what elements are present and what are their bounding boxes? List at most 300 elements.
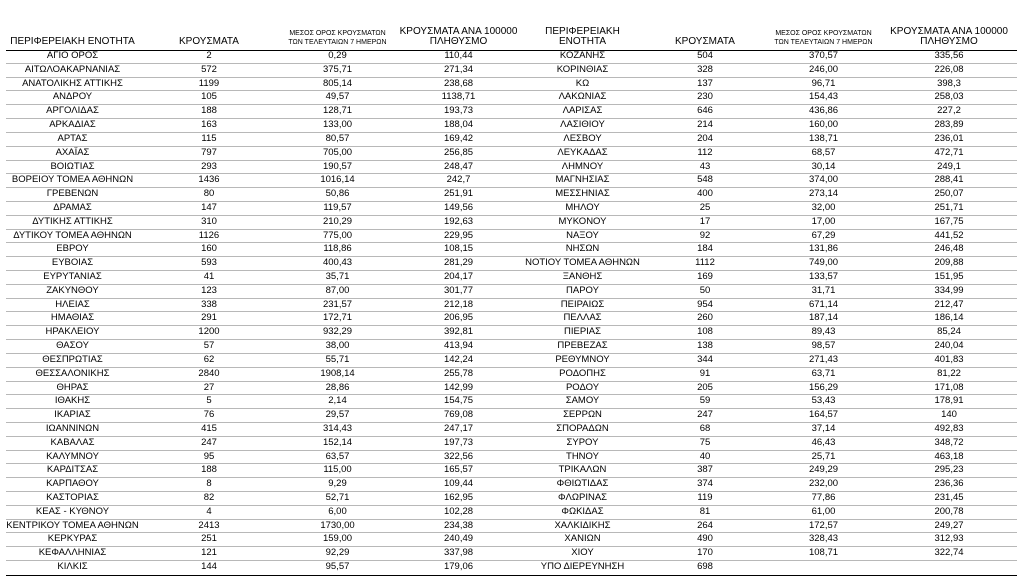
cell-per100k-left: 242,7 bbox=[396, 174, 521, 188]
cell-per100k-left: 169,42 bbox=[396, 132, 521, 146]
cell-cases-left: 95 bbox=[139, 450, 279, 464]
cell-per100k-left: 149,56 bbox=[396, 201, 521, 215]
cell-region-right: ΛΑΚΩΝΙΑΣ bbox=[521, 91, 644, 105]
cell-avg7-left: 172,71 bbox=[279, 312, 396, 326]
regional-cases-table bbox=[6, 27, 1017, 574]
table-row bbox=[6, 91, 1017, 105]
cell-avg7-left: 95,57 bbox=[325, 561, 350, 573]
cell-per100k-right: 186,14 bbox=[881, 312, 1017, 326]
cases-table-container bbox=[6, 27, 1017, 574]
cell-region-right: ΠΙΕΡΙΑΣ bbox=[521, 326, 644, 340]
cell-avg7-right: 67,29 bbox=[766, 229, 881, 243]
cell-region-left: ΕΒΡΟΥ bbox=[6, 243, 139, 257]
cell-region-left: ΘΕΣΠΡΩΤΙΑΣ bbox=[6, 353, 139, 367]
cell-cases-left: 144 bbox=[201, 561, 217, 573]
cell-cases-right: 40 bbox=[644, 450, 766, 464]
cell-avg7-left: 115,00 bbox=[279, 464, 396, 478]
cell-region-right: ΚΟΖΑΝΗΣ bbox=[521, 50, 644, 63]
cell-avg7-right: 160,00 bbox=[766, 119, 881, 133]
cell-avg7-left: 2,14 bbox=[279, 395, 396, 409]
header-region-left: ΠΕΡΙΦΕΡΕΙΑΚΗ ΕΝΟΤΗΤΑ bbox=[10, 36, 135, 47]
cell-cases-left: 62 bbox=[139, 353, 279, 367]
cell-cases-right: 184 bbox=[644, 243, 766, 257]
cell-avg7-left: 38,00 bbox=[279, 340, 396, 354]
cell-region-right: ΚΩ bbox=[521, 77, 644, 91]
table-row bbox=[6, 464, 1017, 478]
cell-region-left: ΒΟΡΕΙΟΥ ΤΟΜΕΑ ΑΘΗΝΩΝ bbox=[6, 174, 139, 188]
cell-avg7-left: 231,57 bbox=[279, 298, 396, 312]
cell-per100k-right: 322,74 bbox=[881, 547, 1017, 561]
cell-avg7-left: 133,00 bbox=[279, 119, 396, 133]
cell-avg7-right: 374,00 bbox=[766, 174, 881, 188]
header-rule bbox=[6, 50, 1017, 51]
cell-region-right: ΣΑΜΟΥ bbox=[521, 395, 644, 409]
cell-per100k-right: 231,45 bbox=[881, 492, 1017, 506]
table-row bbox=[6, 243, 1017, 257]
cell-cases-left: 338 bbox=[139, 298, 279, 312]
table-row bbox=[6, 409, 1017, 423]
table-row bbox=[6, 160, 1017, 174]
table-row bbox=[6, 229, 1017, 243]
cell-region-right: ΛΑΣΙΘΙΟΥ bbox=[521, 119, 644, 133]
cell-per100k-right: 249,27 bbox=[881, 519, 1017, 533]
cell-per100k-left: 247,17 bbox=[396, 422, 521, 436]
cell-avg7-right: 249,29 bbox=[766, 464, 881, 478]
cell-avg7-left: 6,00 bbox=[279, 505, 396, 519]
cell-avg7-right: 63,71 bbox=[766, 367, 881, 381]
cell-cases-right: 205 bbox=[644, 381, 766, 395]
cell-region-left: ΑΧΑΪΑΣ bbox=[6, 146, 139, 160]
cell-cases-left: 147 bbox=[139, 201, 279, 215]
cell-per100k-right: 236,01 bbox=[881, 132, 1017, 146]
cell-cases-right: 92 bbox=[644, 229, 766, 243]
cell-cases-right: 230 bbox=[644, 91, 766, 105]
cell-region-left: ΒΟΙΩΤΙΑΣ bbox=[6, 160, 139, 174]
cell-region-left: ΔΥΤΙΚΗΣ ΑΤΤΙΚΗΣ bbox=[6, 215, 139, 229]
cell-per100k-right: 151,95 bbox=[881, 271, 1017, 285]
cell-avg7-left: 314,43 bbox=[279, 422, 396, 436]
cell-cases-left: 115 bbox=[139, 132, 279, 146]
cell-per100k-left: 301,77 bbox=[396, 284, 521, 298]
cell-region-right: ΡΟΔΟΥ bbox=[521, 381, 644, 395]
cell-cases-right: 91 bbox=[644, 367, 766, 381]
cell-avg7-right: 138,71 bbox=[766, 132, 881, 146]
cell-avg7-right: 370,57 bbox=[766, 50, 881, 63]
cell-per100k-left: 110,44 bbox=[396, 50, 521, 63]
cell-region-left: ΘΗΡΑΣ bbox=[6, 381, 139, 395]
cell-region-left: ΚΑΛΥΜΝΟΥ bbox=[6, 450, 139, 464]
table-row bbox=[6, 561, 1017, 574]
cell-per100k-left: 1138,71 bbox=[396, 91, 521, 105]
cell-per100k-left: 322,56 bbox=[396, 450, 521, 464]
cell-avg7-left: 35,71 bbox=[279, 271, 396, 285]
cell-cases-right: 169 bbox=[644, 271, 766, 285]
cell-region-right: ΠΡΕΒΕΖΑΣ bbox=[521, 340, 644, 354]
table-row bbox=[6, 505, 1017, 519]
cell-avg7-right: 749,00 bbox=[766, 257, 881, 271]
cell-per100k-right: 258,03 bbox=[881, 91, 1017, 105]
cell-avg7-left: 805,14 bbox=[279, 77, 396, 91]
cell-cases-right: 374 bbox=[644, 478, 766, 492]
header-avg7-left: ΜΕΣΟΣ ΟΡΟΣ ΚΡΟΥΣΜΑΤΩΝ ΤΩΝ ΤΕΛΕΥΤΑΙΩΝ 7 ΗΜΕΡΩΝ bbox=[288, 30, 387, 46]
cell-avg7-right: 46,43 bbox=[766, 436, 881, 450]
cell-region-right: ΛΕΣΒΟΥ bbox=[521, 132, 644, 146]
cell-cases-right: 81 bbox=[644, 505, 766, 519]
table-row bbox=[6, 395, 1017, 409]
cell-per100k-left: 108,15 bbox=[396, 243, 521, 257]
cell-cases-right: 170 bbox=[644, 547, 766, 561]
cell-region-right: ΧΙΟΥ bbox=[521, 547, 644, 561]
table-row bbox=[6, 450, 1017, 464]
cell-avg7-left: 210,29 bbox=[279, 215, 396, 229]
table-row bbox=[6, 519, 1017, 533]
header-per100k-right: ΚΡΟΥΣΜΑΤΑ ΑΝΑ 100000 ΠΛΗΘΥΣΜΟ bbox=[890, 26, 1008, 47]
table-row bbox=[6, 174, 1017, 188]
cell-cases-right: 59 bbox=[644, 395, 766, 409]
cell-per100k-right: 171,08 bbox=[881, 381, 1017, 395]
cell-cases-right: 344 bbox=[644, 353, 766, 367]
cell-cases-left: 121 bbox=[139, 547, 279, 561]
cell-avg7-right: 32,00 bbox=[766, 201, 881, 215]
table-row bbox=[6, 50, 1017, 63]
cell-avg7-left: 128,71 bbox=[279, 105, 396, 119]
cell-region-right: ΝΑΞΟΥ bbox=[521, 229, 644, 243]
cell-avg7-right: 436,86 bbox=[766, 105, 881, 119]
cell-per100k-right: 167,75 bbox=[881, 215, 1017, 229]
cell-per100k-left: 197,73 bbox=[396, 436, 521, 450]
cell-avg7-right: 156,29 bbox=[766, 381, 881, 395]
cell-per100k-right: 441,52 bbox=[881, 229, 1017, 243]
cell-avg7-left: 28,86 bbox=[279, 381, 396, 395]
cell-region-right: ΝΗΣΩΝ bbox=[521, 243, 644, 257]
cell-per100k-left: 212,18 bbox=[396, 298, 521, 312]
cell-avg7-right: 61,00 bbox=[766, 505, 881, 519]
cell-region-right: ΡΕΘΥΜΝΟΥ bbox=[521, 353, 644, 367]
table-row bbox=[6, 353, 1017, 367]
cell-avg7-left: 119,57 bbox=[279, 201, 396, 215]
cell-avg7-right: 98,57 bbox=[766, 340, 881, 354]
cell-per100k-left: 109,44 bbox=[396, 478, 521, 492]
cell-avg7-right: 68,57 bbox=[766, 146, 881, 160]
cell-region-right: ΝΟΤΙΟΥ ΤΟΜΕΑ ΑΘΗΝΩΝ bbox=[521, 257, 644, 271]
table-row bbox=[6, 422, 1017, 436]
cell-region-right: ΚΟΡΙΝΘΙΑΣ bbox=[521, 63, 644, 77]
cell-per100k-left: 769,08 bbox=[396, 409, 521, 423]
cell-avg7-right bbox=[766, 561, 881, 574]
cell-region-right: ΤΡΙΚΑΛΩΝ bbox=[521, 464, 644, 478]
cell-per100k-left: 192,63 bbox=[396, 215, 521, 229]
table-row bbox=[6, 201, 1017, 215]
cell-cases-left: 2840 bbox=[139, 367, 279, 381]
cell-cases-right: 504 bbox=[644, 50, 766, 63]
table-row bbox=[6, 284, 1017, 298]
table-row bbox=[6, 340, 1017, 354]
cell-per100k-right: 401,83 bbox=[881, 353, 1017, 367]
cell-region-right: ΧΑΝΙΩΝ bbox=[521, 533, 644, 547]
cell-avg7-left: 52,71 bbox=[279, 492, 396, 506]
table-row bbox=[6, 119, 1017, 133]
cell-per100k-right: 226,08 bbox=[881, 63, 1017, 77]
cell-per100k-left: 251,91 bbox=[396, 188, 521, 202]
cell-region-left: ΚΕΦΑΛΛΗΝΙΑΣ bbox=[6, 547, 139, 561]
cell-per100k-left: 229,95 bbox=[396, 229, 521, 243]
cell-region-right: ΥΠΟ ΔΙΕΡΕΥΝΗΣΗ bbox=[540, 561, 625, 573]
cell-cases-left: 1199 bbox=[139, 77, 279, 91]
cell-avg7-left: 87,00 bbox=[279, 284, 396, 298]
cell-per100k-left: 179,06 bbox=[443, 561, 474, 573]
cell-region-right: ΦΛΩΡΙΝΑΣ bbox=[521, 492, 644, 506]
table-row bbox=[6, 77, 1017, 91]
cell-per100k-right: 335,56 bbox=[881, 50, 1017, 63]
cell-region-right: ΠΕΛΛΑΣ bbox=[521, 312, 644, 326]
cell-region-left: ΙΩΑΝΝΙΝΩΝ bbox=[6, 422, 139, 436]
cell-per100k-left: 193,73 bbox=[396, 105, 521, 119]
cell-cases-right: 698 bbox=[697, 561, 713, 573]
cell-cases-right: 646 bbox=[644, 105, 766, 119]
cell-cases-right: 548 bbox=[644, 174, 766, 188]
cell-region-left: ΚΕΡΚΥΡΑΣ bbox=[6, 533, 139, 547]
cell-per100k-left: 392,81 bbox=[396, 326, 521, 340]
cell-avg7-left: 932,29 bbox=[279, 326, 396, 340]
cell-avg7-right: 30,14 bbox=[766, 160, 881, 174]
cell-per100k-right: 249,1 bbox=[881, 160, 1017, 174]
cell-per100k-left: 154,75 bbox=[396, 395, 521, 409]
cell-cases-left: 572 bbox=[139, 63, 279, 77]
cell-per100k-left: 248,47 bbox=[396, 160, 521, 174]
cell-region-left: ΑΡΚΑΔΙΑΣ bbox=[6, 119, 139, 133]
cell-avg7-right: 232,00 bbox=[766, 478, 881, 492]
cell-cases-left: 2413 bbox=[139, 519, 279, 533]
cell-region-right: ΠΕΙΡΑΙΩΣ bbox=[521, 298, 644, 312]
cell-avg7-right: 77,86 bbox=[766, 492, 881, 506]
cell-cases-left: 1200 bbox=[139, 326, 279, 340]
cell-cases-left: 797 bbox=[139, 146, 279, 160]
cell-region-left: ΚΕΝΤΡΙΚΟΥ ΤΟΜΕΑ ΑΘΗΝΩΝ bbox=[6, 519, 139, 533]
cell-avg7-left: 705,00 bbox=[279, 146, 396, 160]
cell-region-right: ΛΑΡΙΣΑΣ bbox=[521, 105, 644, 119]
cell-region-left: ΙΘΑΚΗΣ bbox=[6, 395, 139, 409]
table-row bbox=[6, 367, 1017, 381]
cell-cases-left: 293 bbox=[139, 160, 279, 174]
cell-per100k-right: 250,07 bbox=[881, 188, 1017, 202]
cell-avg7-left: 80,57 bbox=[279, 132, 396, 146]
cell-per100k-right: 283,89 bbox=[881, 119, 1017, 133]
cell-cases-left: 415 bbox=[139, 422, 279, 436]
table-row bbox=[6, 298, 1017, 312]
cell-cases-right: 137 bbox=[644, 77, 766, 91]
cell-avg7-right: 187,14 bbox=[766, 312, 881, 326]
table-row bbox=[6, 105, 1017, 119]
cell-avg7-left: 0,29 bbox=[279, 50, 396, 63]
cell-avg7-left: 29,57 bbox=[279, 409, 396, 423]
cell-cases-left: 247 bbox=[139, 436, 279, 450]
cell-cases-left: 310 bbox=[139, 215, 279, 229]
cell-avg7-right: 246,00 bbox=[766, 63, 881, 77]
cell-region-left: ΔΥΤΙΚΟΥ ΤΟΜΕΑ ΑΘΗΝΩΝ bbox=[6, 229, 139, 243]
cell-region-left: ΕΥΒΟΙΑΣ bbox=[6, 257, 139, 271]
table-row bbox=[6, 381, 1017, 395]
cell-region-right: ΜΗΛΟΥ bbox=[521, 201, 644, 215]
table-row bbox=[6, 436, 1017, 450]
cell-region-left: ΗΡΑΚΛΕΙΟΥ bbox=[6, 326, 139, 340]
table-row bbox=[6, 478, 1017, 492]
cell-per100k-right: 463,18 bbox=[881, 450, 1017, 464]
cell-region-left: ΚΕΑΣ - ΚΥΘΝΟΥ bbox=[6, 505, 139, 519]
cell-avg7-left: 775,00 bbox=[279, 229, 396, 243]
cell-per100k-left: 204,17 bbox=[396, 271, 521, 285]
cell-cases-left: 76 bbox=[139, 409, 279, 423]
cell-region-right: ΜΕΣΣΗΝΙΑΣ bbox=[521, 188, 644, 202]
cell-avg7-left: 92,29 bbox=[279, 547, 396, 561]
cell-region-left: ΘΑΣΟΥ bbox=[6, 340, 139, 354]
cell-per100k-left: 337,98 bbox=[396, 547, 521, 561]
cell-cases-right: 260 bbox=[644, 312, 766, 326]
cell-region-right: ΣΠΟΡΑΔΩΝ bbox=[521, 422, 644, 436]
cell-cases-right: 68 bbox=[644, 422, 766, 436]
cell-cases-left: 5 bbox=[139, 395, 279, 409]
cell-avg7-left: 1908,14 bbox=[279, 367, 396, 381]
cell-region-left: ΑΝΑΤΟΛΙΚΗΣ ΑΤΤΙΚΗΣ bbox=[6, 77, 139, 91]
table-row bbox=[6, 271, 1017, 285]
cell-per100k-right: 246,48 bbox=[881, 243, 1017, 257]
cell-avg7-left: 1730,00 bbox=[279, 519, 396, 533]
table-row bbox=[6, 146, 1017, 160]
cell-avg7-right: 133,57 bbox=[766, 271, 881, 285]
table-row bbox=[6, 188, 1017, 202]
cell-per100k-left: 234,38 bbox=[396, 519, 521, 533]
cell-avg7-left: 400,43 bbox=[279, 257, 396, 271]
cell-region-right: ΡΟΔΟΠΗΣ bbox=[521, 367, 644, 381]
cell-cases-left: 123 bbox=[139, 284, 279, 298]
cell-per100k-right: 212,47 bbox=[881, 298, 1017, 312]
cell-cases-right: 204 bbox=[644, 132, 766, 146]
cell-region-left: ΗΜΑΘΙΑΣ bbox=[6, 312, 139, 326]
cell-per100k-left: 281,29 bbox=[396, 257, 521, 271]
cell-region-right: ΦΘΙΩΤΙΔΑΣ bbox=[521, 478, 644, 492]
cell-cases-right: 17 bbox=[644, 215, 766, 229]
table-row bbox=[6, 63, 1017, 77]
cell-avg7-right: 131,86 bbox=[766, 243, 881, 257]
cell-cases-left: 251 bbox=[139, 533, 279, 547]
cell-region-right: ΣΕΡΡΩΝ bbox=[521, 409, 644, 423]
cell-cases-left: 41 bbox=[139, 271, 279, 285]
cell-region-left: ΔΡΑΜΑΣ bbox=[6, 201, 139, 215]
cell-per100k-right: 312,93 bbox=[881, 533, 1017, 547]
cell-region-left: ΚΑΡΠΑΘΟΥ bbox=[6, 478, 139, 492]
cell-cases-left: 82 bbox=[139, 492, 279, 506]
cell-avg7-right: 96,71 bbox=[766, 77, 881, 91]
cell-cases-left: 80 bbox=[139, 188, 279, 202]
cell-per100k-left: 142,99 bbox=[396, 381, 521, 395]
cell-cases-right: 112 bbox=[644, 146, 766, 160]
cell-region-left: ΑΡΓΟΛΙΔΑΣ bbox=[6, 105, 139, 119]
header-cases-left: ΚΡΟΥΣΜΑΤΑ bbox=[179, 36, 239, 47]
cell-per100k-left: 255,78 bbox=[396, 367, 521, 381]
cell-per100k-right: 295,23 bbox=[881, 464, 1017, 478]
cell-per100k-right: 85,24 bbox=[881, 326, 1017, 340]
cell-per100k-right: 81,22 bbox=[881, 367, 1017, 381]
cell-region-left: ΓΡΕΒΕΝΩΝ bbox=[6, 188, 139, 202]
cell-per100k-right: 209,88 bbox=[881, 257, 1017, 271]
cell-per100k-right: 140 bbox=[881, 409, 1017, 423]
cell-per100k-right: 251,71 bbox=[881, 201, 1017, 215]
cell-cases-right: 25 bbox=[644, 201, 766, 215]
cell-avg7-right: 154,43 bbox=[766, 91, 881, 105]
cell-cases-left: 4 bbox=[139, 505, 279, 519]
cell-avg7-left: 63,57 bbox=[279, 450, 396, 464]
cell-region-left: ΑΙΤΩΛΟΑΚΑΡΝΑΝΙΑΣ bbox=[6, 63, 139, 77]
cell-avg7-right: 108,71 bbox=[766, 547, 881, 561]
cell-avg7-left: 9,29 bbox=[279, 478, 396, 492]
cell-region-right: ΜΑΓΝΗΣΙΑΣ bbox=[521, 174, 644, 188]
cell-cases-right: 75 bbox=[644, 436, 766, 450]
cell-cases-left: 1126 bbox=[139, 229, 279, 243]
cell-per100k-right: 240,04 bbox=[881, 340, 1017, 354]
cell-region-right: ΧΑΛΚΙΔΙΚΗΣ bbox=[521, 519, 644, 533]
cell-avg7-right: 273,14 bbox=[766, 188, 881, 202]
cell-cases-right: 1112 bbox=[644, 257, 766, 271]
cell-region-left: ΘΕΣΣΑΛΟΝΙΚΗΣ bbox=[6, 367, 139, 381]
cell-avg7-right: 671,14 bbox=[766, 298, 881, 312]
cell-cases-right: 214 bbox=[644, 119, 766, 133]
cell-per100k-left: 165,57 bbox=[396, 464, 521, 478]
cell-avg7-right: 31,71 bbox=[766, 284, 881, 298]
cell-cases-left: 27 bbox=[139, 381, 279, 395]
cell-region-right: ΛΕΥΚΑΔΑΣ bbox=[521, 146, 644, 160]
cell-region-left: ΖΑΚΥΝΘΟΥ bbox=[6, 284, 139, 298]
cell-cases-right: 387 bbox=[644, 464, 766, 478]
table-row bbox=[6, 257, 1017, 271]
cell-avg7-left: 55,71 bbox=[279, 353, 396, 367]
header-per100k-left: ΚΡΟΥΣΜΑΤΑ ΑΝΑ 100000 ΠΛΗΘΥΣΜΟ bbox=[399, 26, 518, 47]
cell-region-left: ΚΙΛΚΙΣ bbox=[57, 561, 88, 573]
cell-region-right: ΤΗΝΟΥ bbox=[521, 450, 644, 464]
cell-avg7-left: 50,86 bbox=[279, 188, 396, 202]
cell-avg7-right: 89,43 bbox=[766, 326, 881, 340]
header-cases-right: ΚΡΟΥΣΜΑΤΑ bbox=[675, 36, 735, 47]
cell-per100k-right: 492,83 bbox=[881, 422, 1017, 436]
table-row bbox=[6, 312, 1017, 326]
cell-cases-right: 264 bbox=[644, 519, 766, 533]
header-avg7-right: ΜΕΣΟΣ ΟΡΟΣ ΚΡΟΥΣΜΑΤΩΝ ΤΩΝ ΤΕΛΕΥΤΑΙΩΝ 7 ΗΜΕΡΩΝ bbox=[774, 30, 873, 46]
cell-region-left: ΚΑΡΔΙΤΣΑΣ bbox=[6, 464, 139, 478]
cell-region-right: ΛΗΜΝΟΥ bbox=[521, 160, 644, 174]
cell-region-left: ΚΑΒΑΛΑΣ bbox=[6, 436, 139, 450]
cell-per100k-left: 206,95 bbox=[396, 312, 521, 326]
header-region-right: ΠΕΡΙΦΕΡΕΙΑΚΗ ΕΝΟΤΗΤΑ bbox=[545, 26, 620, 47]
cell-cases-right: 138 bbox=[644, 340, 766, 354]
cell-cases-right: 119 bbox=[644, 492, 766, 506]
cell-region-left: ΑΡΤΑΣ bbox=[6, 132, 139, 146]
cell-cases-right: 247 bbox=[644, 409, 766, 423]
cell-cases-left: 1436 bbox=[139, 174, 279, 188]
cell-per100k-right: 348,72 bbox=[881, 436, 1017, 450]
cell-per100k-right bbox=[881, 561, 1017, 574]
cell-per100k-left: 256,85 bbox=[396, 146, 521, 160]
table-row bbox=[6, 215, 1017, 229]
cell-avg7-right: 172,57 bbox=[766, 519, 881, 533]
cell-cases-right: 490 bbox=[644, 533, 766, 547]
cell-region-left: ΕΥΡΥΤΑΝΙΑΣ bbox=[6, 271, 139, 285]
table-row bbox=[6, 326, 1017, 340]
cell-per100k-left: 102,28 bbox=[396, 505, 521, 519]
cell-avg7-right: 328,43 bbox=[766, 533, 881, 547]
cell-avg7-left: 1016,14 bbox=[279, 174, 396, 188]
cell-avg7-right: 25,71 bbox=[766, 450, 881, 464]
cell-cases-left: 188 bbox=[139, 105, 279, 119]
cell-per100k-right: 288,41 bbox=[881, 174, 1017, 188]
cell-cases-left: 160 bbox=[139, 243, 279, 257]
